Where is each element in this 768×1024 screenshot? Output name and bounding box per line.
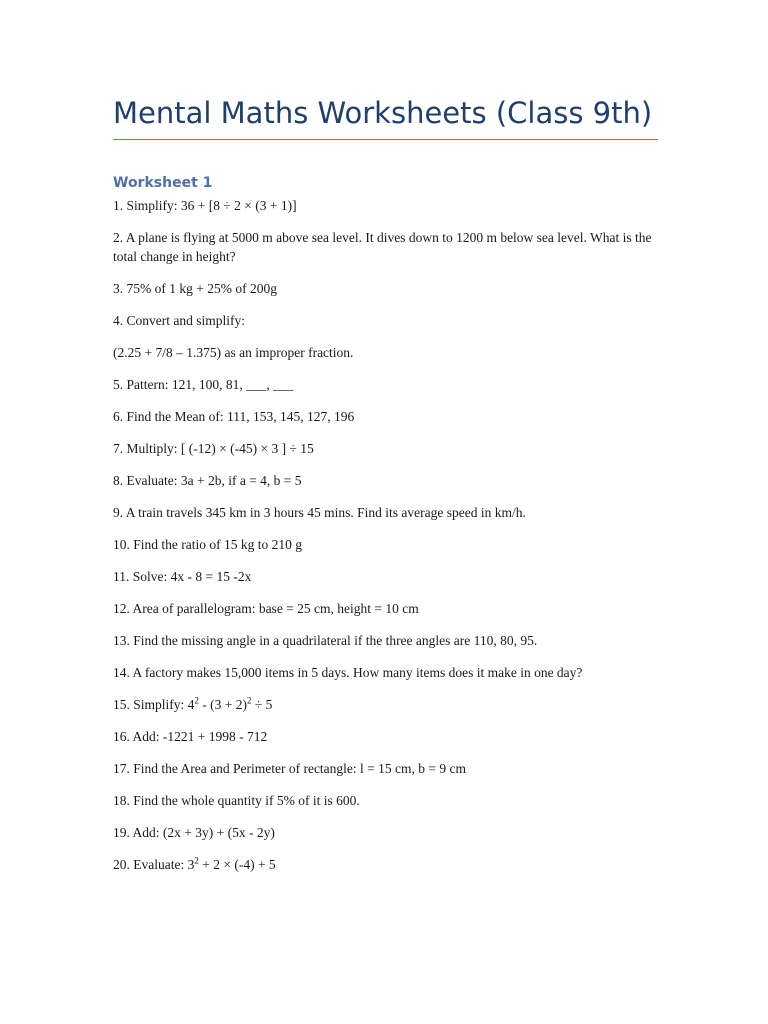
question-item: 8. Evaluate: 3a + 2b, if a = 4, b = 5 (113, 473, 302, 488)
question-text: + 2 × (-4) + 5 (198, 857, 276, 872)
exponent: 2 (247, 695, 252, 706)
question-item: 3. 75% of 1 kg + 25% of 200g (113, 281, 277, 296)
question-item: 1. Simplify: 36 + [8 ÷ 2 × (3 + 1)] (113, 198, 297, 213)
question-item: 9. A train travels 345 km in 3 hours 45 mins. Find its average speed in km/h. (113, 505, 526, 520)
section-heading: Worksheet 1 (113, 175, 213, 191)
question-text: - (3 + 2) (198, 697, 247, 712)
exponent: 2 (194, 855, 199, 866)
question-item: (2.25 + 7/8 – 1.375) as an improper fraction. (113, 345, 354, 360)
question-item: 13. Find the missing angle in a quadrilateral if the three angles are 110, 80, 95. (113, 633, 538, 648)
question-text: 20. Evaluate: 3 (113, 857, 195, 872)
question-item: 6. Find the Mean of: 111, 153, 145, 127, 196 (113, 409, 355, 424)
question-item: 18. Find the whole quantity if 5% of it is 600. (113, 793, 360, 808)
question-item (113, 695, 658, 714)
question-item: 5. Pattern: 121, 100, 81, ___, ___ (113, 377, 294, 392)
exponent: 2 (194, 695, 199, 706)
title-underline (113, 139, 658, 140)
question-item: 16. Add: -1221 + 1998 - 712 (113, 729, 268, 744)
question-text: ÷ 5 (251, 697, 273, 712)
page-title: Mental Maths Worksheets (Class 9th) (113, 96, 653, 130)
question-item: 11. Solve: 4x - 8 = 15 -2x (113, 569, 252, 584)
question-text: 15. Simplify: 4 (113, 697, 195, 712)
question-item: 2. A plane is flying at 5000 m above sea level. It dives down to 1200 m below sea level. What is the total change in height? (113, 230, 652, 264)
question-list (113, 196, 658, 887)
question-item (113, 855, 658, 874)
question-item: 4. Convert and simplify: (113, 313, 245, 328)
question-item: 12. Area of parallelogram: base = 25 cm, height = 10 cm (113, 601, 419, 616)
question-item: 10. Find the ratio of 15 kg to 210 g (113, 537, 302, 552)
question-item: 14. A factory makes 15,000 items in 5 days. How many items does it make in one day? (113, 665, 583, 680)
question-item: 17. Find the Area and Perimeter of rectangle: l = 15 cm, b = 9 cm (113, 761, 467, 776)
question-item: 7. Multiply: [ (-12) × (-45) × 3 ] ÷ 15 (113, 441, 314, 456)
question-item: 19. Add: (2x + 3y) + (5x - 2y) (113, 825, 275, 840)
